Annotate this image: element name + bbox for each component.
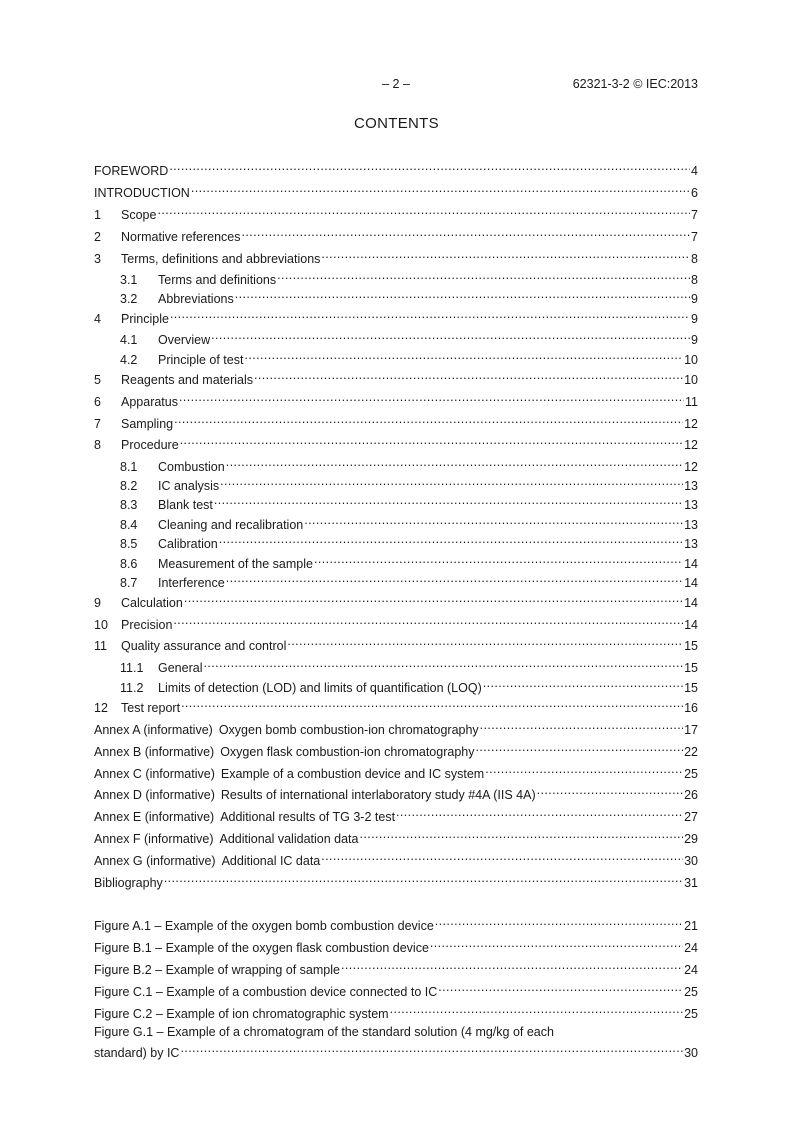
figure-page: 25 (684, 1007, 698, 1021)
figure-entry[interactable] (94, 936, 698, 955)
toc-number: 8 (94, 438, 101, 452)
toc-number: 1 (94, 208, 101, 222)
toc-label: FOREWORD (94, 164, 169, 178)
toc-entry[interactable] (120, 455, 698, 474)
toc-entry[interactable] (94, 181, 698, 200)
toc-label: Reagents and materials (121, 373, 254, 387)
toc-entry-annex[interactable] (94, 849, 698, 868)
toc-label: Blank test (158, 498, 213, 512)
toc-number: 3.2 (120, 292, 138, 306)
toc-label: Limits of detection (LOD) and limits of quantification (LOQ) (158, 681, 482, 695)
figure-entry[interactable] (94, 958, 698, 977)
contents-title: CONTENTS (354, 115, 439, 132)
toc-page: 12 (684, 438, 698, 452)
page-header (94, 77, 698, 91)
toc-page: 15 (684, 681, 698, 695)
toc-label: Calculation (121, 596, 183, 610)
toc-entry[interactable] (94, 307, 698, 326)
toc-entry[interactable] (94, 591, 698, 610)
toc-entry[interactable] (94, 871, 698, 890)
toc-entry[interactable] (94, 225, 698, 244)
toc-label: Cleaning and recalibration (158, 518, 304, 532)
toc-number: 11 (94, 639, 107, 653)
toc-label: Oxygen bomb combustion-ion chromatography (218, 723, 479, 737)
toc-number: 3 (94, 252, 101, 266)
toc-entry[interactable] (94, 634, 698, 653)
toc-number: 8.3 (120, 498, 138, 512)
toc-page: 7 (691, 208, 698, 222)
toc-number: 7 (94, 417, 101, 431)
toc-label: Terms, definitions and abbreviations (121, 252, 321, 266)
toc-entry[interactable] (120, 328, 698, 347)
figure-label: Figure B.2 – Example of wrapping of sample (94, 963, 340, 977)
toc-page: 10 (684, 373, 698, 387)
toc-label: Sampling (121, 417, 174, 431)
toc-number: 4 (94, 312, 101, 326)
figure-page: 30 (684, 1046, 698, 1060)
toc-label: Principle (121, 312, 169, 326)
toc-number: 8.1 (120, 460, 138, 474)
toc-label: Precision (121, 618, 173, 632)
toc-label: Additional results of TG 3-2 test (220, 810, 396, 824)
annex-id: Annex E (informative) (94, 810, 215, 824)
toc-page: 6 (691, 186, 698, 200)
toc-page: 25 (684, 767, 698, 781)
figure-label-line1: Figure G.1 – Example of a chromatogram of the standard solution (4 mg/kg of each (94, 1025, 554, 1039)
toc-label: Interference (158, 576, 225, 590)
toc-entry-annex[interactable] (94, 805, 698, 824)
toc-label: Scope (121, 208, 157, 222)
toc-label: Measurement of the sample (158, 557, 313, 571)
toc-number: 3.1 (120, 273, 138, 287)
annex-id: Annex C (informative) (94, 767, 215, 781)
figure-entry[interactable] (94, 1041, 698, 1060)
toc-entry[interactable] (120, 532, 698, 551)
document-reference: 62321-3-2 © IEC:2013 (572, 77, 698, 91)
toc-label: Oxygen flask combustion-ion chromatography (220, 745, 475, 759)
toc-label: Additional validation data (219, 832, 359, 846)
toc-page: 11 (685, 395, 698, 409)
toc-page: 10 (684, 353, 698, 367)
toc-number: 9 (94, 596, 101, 610)
toc-page: 27 (684, 810, 698, 824)
toc-number: 6 (94, 395, 101, 409)
toc-entry[interactable] (94, 203, 698, 222)
toc-label: Apparatus (121, 395, 178, 409)
toc-page: 14 (684, 576, 698, 590)
toc-number: 11.2 (120, 681, 144, 695)
toc-page: 14 (684, 557, 698, 571)
toc-label: Principle of test (158, 353, 244, 367)
toc-page: 13 (684, 537, 698, 551)
toc-page: 13 (684, 518, 698, 532)
toc-entry-annex[interactable] (94, 718, 698, 737)
toc-label: INTRODUCTION (94, 186, 190, 200)
toc-entry-annex[interactable] (94, 827, 698, 846)
figure-page: 21 (684, 919, 698, 933)
toc-number: 5 (94, 373, 101, 387)
toc-entry[interactable] (94, 159, 698, 178)
toc-page: 29 (684, 832, 698, 846)
toc-page: 30 (684, 854, 698, 868)
toc-label: Abbreviations (158, 292, 234, 306)
toc-number: 8.6 (120, 557, 138, 571)
toc-entry[interactable] (120, 493, 698, 512)
toc-entry-annex[interactable] (94, 740, 698, 759)
annex-id: Annex B (informative) (94, 745, 215, 759)
toc-entry[interactable] (120, 474, 698, 493)
toc-entry[interactable] (94, 390, 698, 409)
annex-id: Annex F (informative) (94, 832, 214, 846)
toc-number: 4.2 (120, 353, 138, 367)
toc-entry[interactable] (94, 368, 698, 387)
toc-number: 8.2 (120, 479, 138, 493)
toc-number: 8.5 (120, 537, 138, 551)
toc-page: 8 (691, 252, 698, 266)
toc-label: Terms and definitions (158, 273, 277, 287)
toc-label: Combustion (158, 460, 225, 474)
toc-page: 9 (691, 333, 698, 347)
toc-page: 15 (684, 661, 698, 675)
annex-id: Annex D (informative) (94, 788, 215, 802)
figure-label: Figure A.1 – Example of the oxygen bomb combustion device (94, 919, 434, 933)
figure-label: Figure B.1 – Example of the oxygen flask combustion device (94, 941, 429, 955)
toc-entry[interactable] (120, 348, 698, 367)
toc-label: Calibration (158, 537, 218, 551)
toc-entry[interactable] (94, 433, 698, 452)
toc-entry[interactable] (120, 676, 698, 695)
figure-label: Figure C.2 – Example of ion chromatographic system (94, 1007, 389, 1021)
toc-entry[interactable] (120, 287, 698, 306)
toc-number: 8.7 (120, 576, 138, 590)
toc-number: 12 (94, 701, 108, 715)
toc-entry[interactable] (120, 552, 698, 571)
toc-page: 8 (691, 273, 698, 287)
toc-page: 14 (684, 618, 698, 632)
figure-label: Figure C.1 – Example of a combustion device connected to IC (94, 985, 438, 999)
annex-id: Annex A (informative) (94, 723, 213, 737)
toc-page: 17 (684, 723, 698, 737)
toc-page: 9 (691, 292, 698, 306)
toc-page: 12 (684, 460, 698, 474)
toc-entry[interactable] (94, 247, 698, 266)
toc-label: Normative references (121, 230, 241, 244)
figure-entry[interactable] (94, 914, 698, 933)
toc-label: Results of international interlaboratory study #4A (IIS 4A) (220, 788, 536, 802)
figure-entry[interactable] (94, 1002, 698, 1021)
toc-number: 4.1 (120, 333, 138, 347)
figure-page: 24 (684, 963, 698, 977)
toc-entry[interactable] (94, 613, 698, 632)
toc-page: 15 (684, 639, 698, 653)
page-number: – 2 – (382, 77, 410, 91)
toc-page: 13 (684, 498, 698, 512)
toc-label: Bibliography (94, 876, 163, 890)
toc-label: Test report (121, 701, 181, 715)
toc-page: 26 (684, 788, 698, 802)
toc-page: 14 (684, 596, 698, 610)
figure-page: 25 (684, 985, 698, 999)
toc-label: IC analysis (158, 479, 220, 493)
figure-label-line2: standard) by IC (94, 1046, 180, 1060)
toc-entry[interactable] (94, 412, 698, 431)
toc-entry[interactable] (120, 513, 698, 532)
toc-entry[interactable] (94, 696, 698, 715)
toc-page: 7 (691, 230, 698, 244)
toc-label: Overview (158, 333, 211, 347)
figure-entry[interactable] (94, 980, 698, 999)
toc-page: 22 (684, 745, 698, 759)
figure-page: 24 (684, 941, 698, 955)
toc-number: 2 (94, 230, 101, 244)
toc-page: 16 (684, 701, 698, 715)
toc-entry-annex[interactable] (94, 762, 698, 781)
toc-page: 4 (691, 164, 698, 178)
toc-label: Quality assurance and control (121, 639, 287, 653)
toc-label: General (158, 661, 203, 675)
toc-label: Example of a combustion device and IC system (220, 767, 485, 781)
toc-page: 12 (684, 417, 698, 431)
toc-page: 9 (691, 312, 698, 326)
toc-entry[interactable] (120, 268, 698, 287)
toc-entry-annex[interactable] (94, 783, 698, 802)
toc-entry[interactable] (120, 571, 698, 590)
annex-id: Annex G (informative) (94, 854, 216, 868)
toc-page: 13 (684, 479, 698, 493)
toc-entry[interactable] (120, 656, 698, 675)
toc-label: Procedure (121, 438, 179, 452)
toc-number: 11.1 (120, 661, 144, 675)
toc-number: 10 (94, 618, 108, 632)
toc-label: Additional IC data (221, 854, 321, 868)
toc-number: 8.4 (120, 518, 138, 532)
toc-page: 31 (684, 876, 698, 890)
